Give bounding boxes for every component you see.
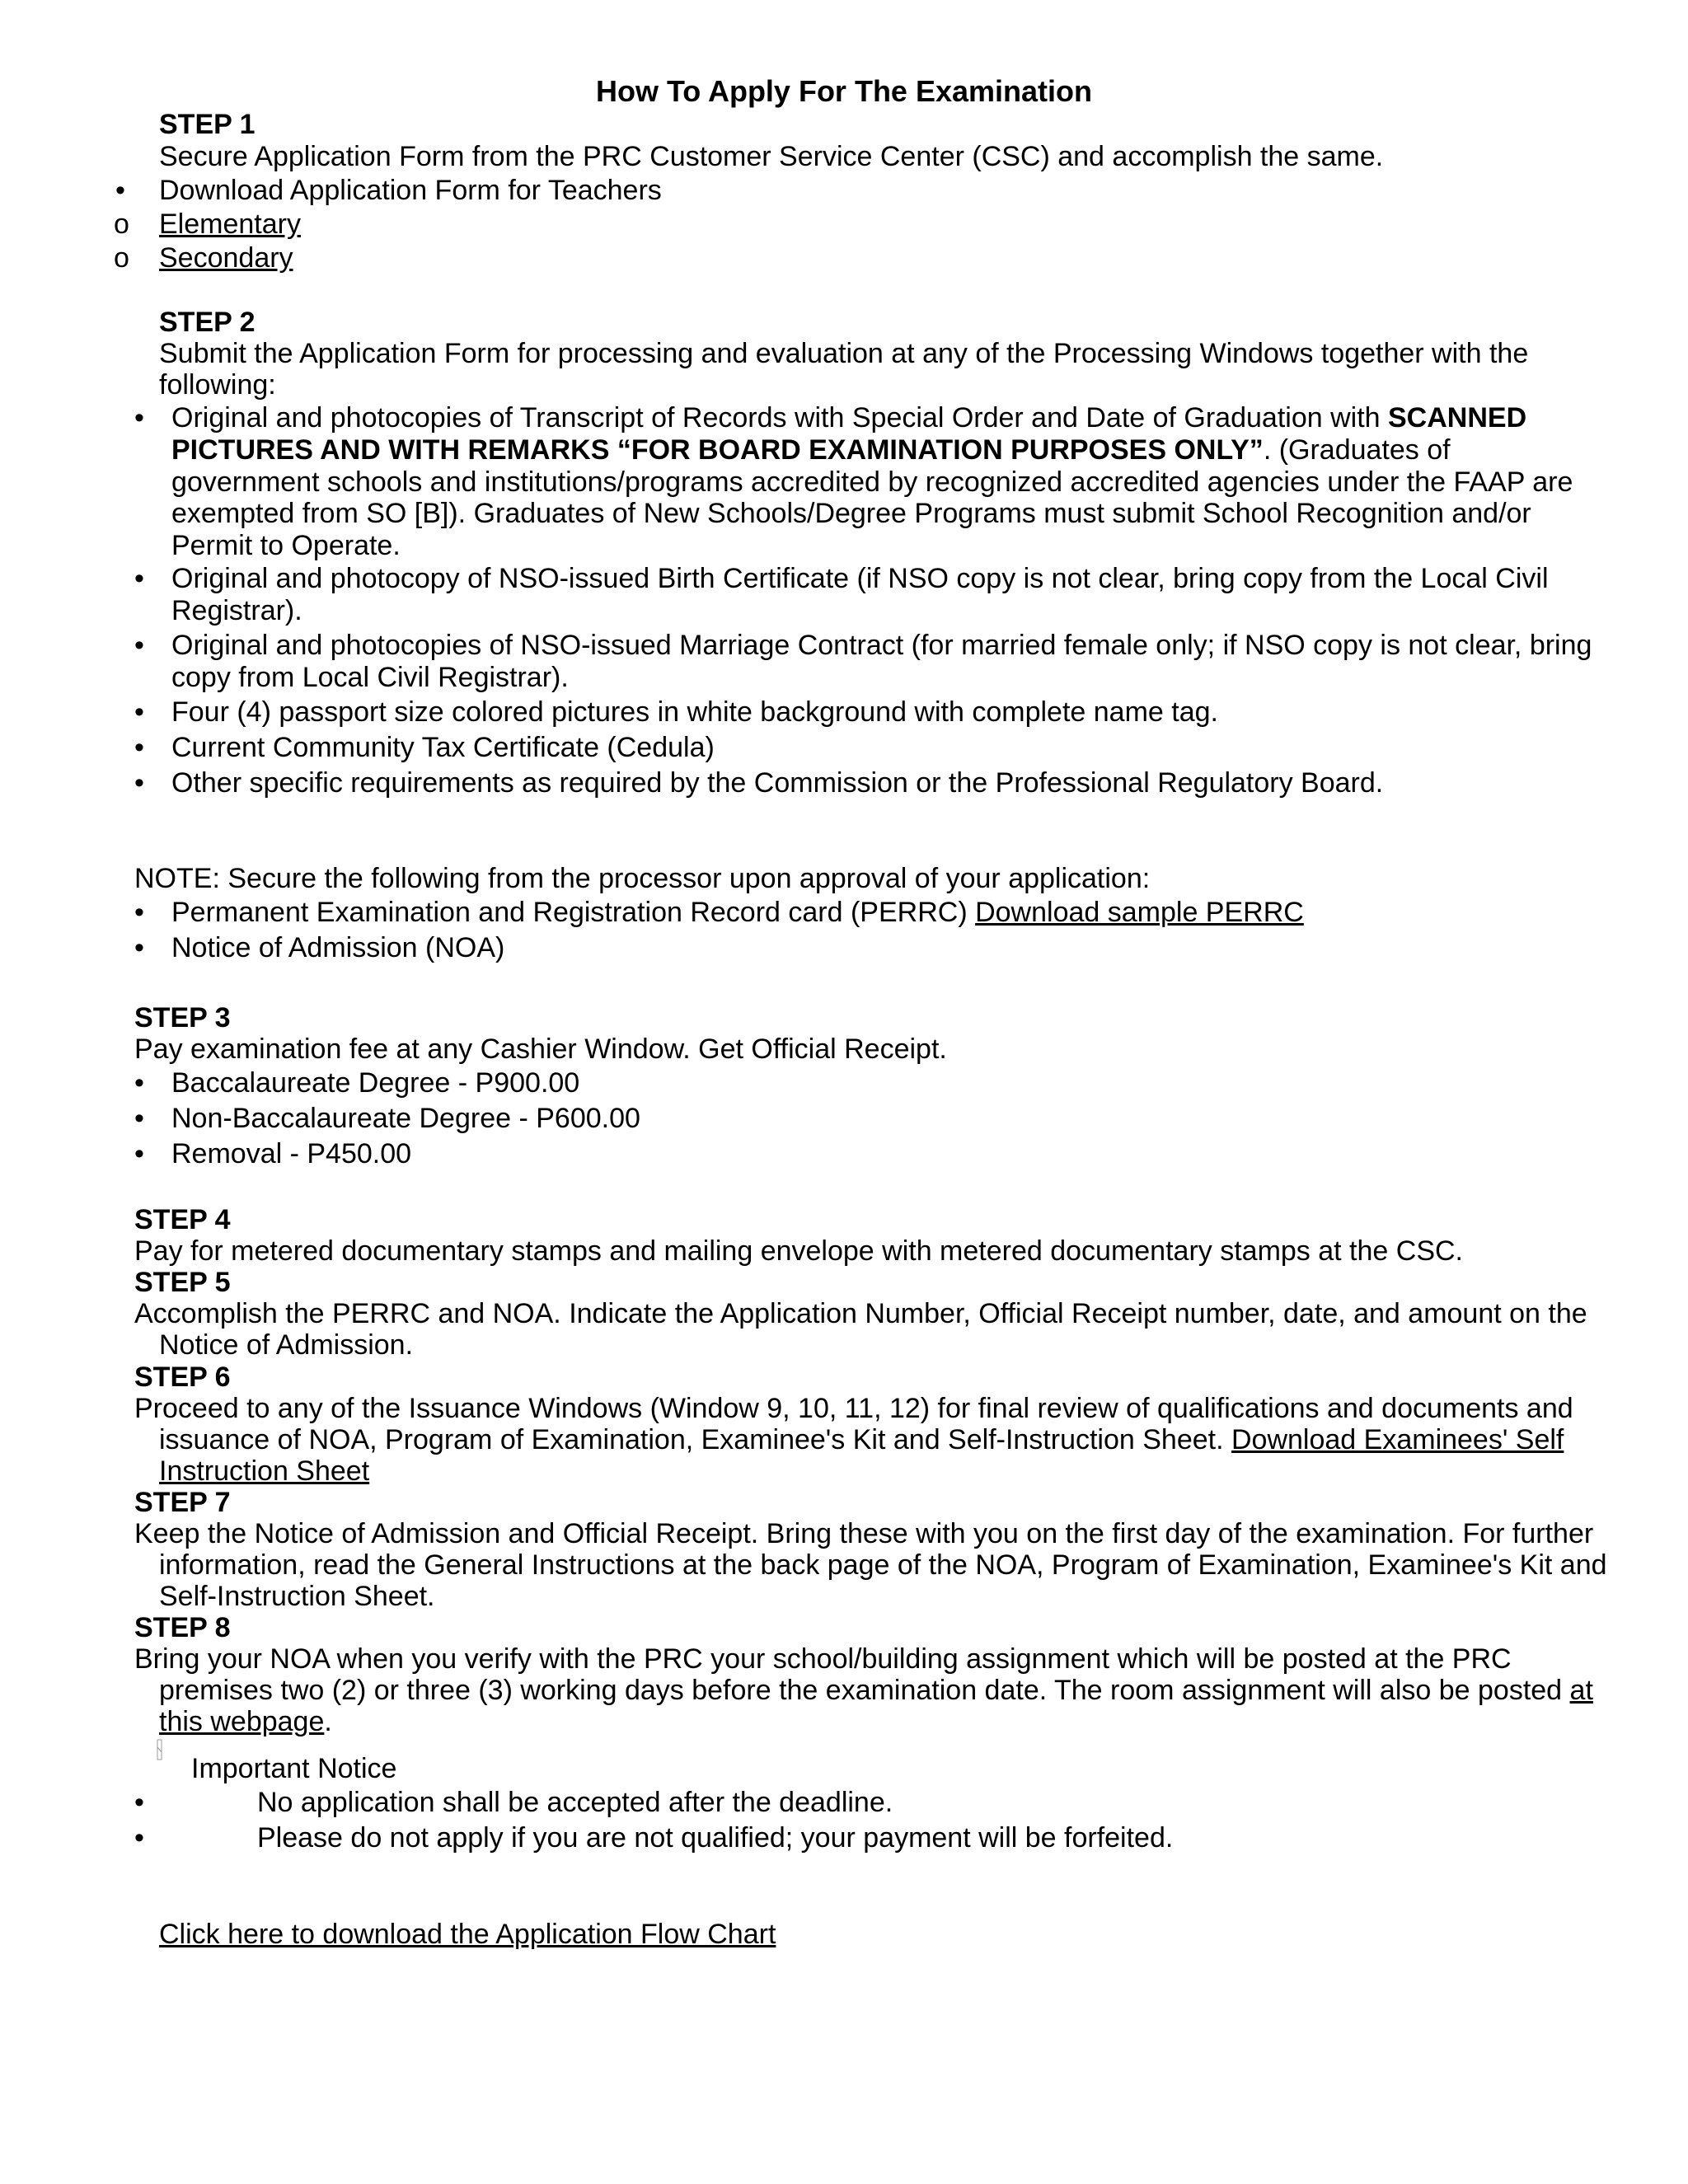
step7-line3: Self-Instruction Sheet. [159,1581,435,1612]
fee-baccalaureate: Baccalaureate Degree - P900.00 [171,1067,580,1099]
step6-line2: issuance of NOA, Program of Examination, Examinee's Kit and Self-Instruction Sheet. Download Examinees' Self [159,1424,1564,1455]
download-self-instruction-link[interactable]: Download Examinees' Self [1231,1424,1564,1455]
step8-line2: premises two (2) or three (3) working days before the examination date. The room assignment will also be posted at [159,1675,1593,1706]
webpage-link[interactable]: at [1569,1675,1593,1706]
bullet-icon: • [134,1822,144,1854]
bullet-icon: • [134,630,144,661]
req-marriage-line2: copy from Local Civil Registrar). [171,662,569,693]
important-notice-heading: Important Notice [191,1753,397,1784]
step3-label: STEP 3 [134,1002,231,1033]
circle-bullet-icon: o [114,209,129,240]
step8-label: STEP 8 [134,1612,231,1643]
note-item-perrc: Permanent Examination and Registration Record card (PERRC) Download sample PERRC [171,897,1304,928]
req-cedula: Current Community Tax Certificate (Cedula) [171,732,715,763]
req-transcript-line2: PICTURES AND WITH REMARKS “FOR BOARD EXAMINATION PURPOSES ONLY”. (Graduates of [171,434,1451,466]
page-title: How To Apply For The Examination [595,74,1092,108]
step1-label: STEP 1 [159,109,256,140]
req-transcript-line5: Permit to Operate. [171,530,401,561]
req-pictures: Four (4) passport size colored pictures in white background with complete name tag. [171,696,1218,728]
step5-line2: Notice of Admission. [159,1329,414,1361]
req-birth-line1: Original and photocopy of NSO-issued Birth Certificate (if NSO copy is not clear, bring copy from the Local Civil [171,563,1549,594]
secondary-link[interactable]: Secondary [159,242,293,274]
req-other: Other specific requirements as required by the Commission or the Professional Regulatory Board. [171,767,1384,799]
fee-non-baccalaureate: Non-Baccalaureate Degree - P600.00 [171,1103,640,1134]
webpage-link-cont[interactable]: this webpage [159,1706,325,1737]
step7-line2: information, read the General Instructions at the back page of the NOA, Program of Examination, Examinee's Kit and [159,1549,1607,1581]
bullet-icon: • [134,1067,144,1099]
bullet-icon: • [134,1787,144,1818]
bullet-icon: • [134,563,144,594]
step7-label: STEP 7 [134,1487,231,1518]
flow-chart-link[interactable]: Click here to download the Application Flow Chart [159,1919,776,1950]
elementary-link[interactable]: Elementary [159,209,301,240]
download-perrc-link[interactable]: Download sample PERRC [975,897,1304,928]
step5-line1: Accomplish the PERRC and NOA. Indicate the Application Number, Official Receipt number, date, and amount on the [134,1298,1587,1329]
step1-text: Secure Application Form from the PRC Customer Service Center (CSC) and accomplish the same. [159,141,1384,172]
bullet-icon: • [134,402,144,434]
req-transcript-line1: Original and photocopies of Transcript of Records with Special Order and Date of Graduation with SCANNED [171,402,1527,434]
req-marriage-line1: Original and photocopies of NSO-issued Marriage Contract (for married female only; if NSO copy is not clear, bring [171,630,1592,661]
bullet-icon: • [134,696,144,728]
bullet-icon: • [134,767,144,799]
bullet-icon: • [134,897,144,928]
bullet-icon: • [134,932,144,963]
bullet-icon: • [134,1138,144,1169]
step2-intro-line2: following: [159,369,276,401]
req-transcript-line4: exempted from SO [B]). Graduates of New Schools/Degree Programs must submit School Recognition and/or [171,498,1531,529]
step4-text: Pay for metered documentary stamps and mailing envelope with metered documentary stamps at the CSC. [134,1235,1463,1267]
fee-removal: Removal - P450.00 [171,1138,412,1169]
note-text: NOTE: Secure the following from the processor upon approval of your application: [134,863,1151,894]
bullet-icon: • [115,175,125,206]
bullet-icon: • [134,732,144,763]
broken-image-icon [157,1739,163,1764]
step8-line1: Bring your NOA when you verify with the PRC your school/building assignment which will be posted at the PRC [134,1643,1512,1675]
download-self-instruction-link-cont[interactable]: Instruction Sheet [159,1455,370,1487]
step3-text: Pay examination fee at any Cashier Window. Get Official Receipt. [134,1033,947,1065]
important-item-qualified: Please do not apply if you are not qualified; your payment will be forfeited. [257,1822,1174,1854]
download-teachers-label: Download Application Form for Teachers [159,175,662,206]
step2-label: STEP 2 [159,307,256,338]
step7-line1: Keep the Notice of Admission and Official Receipt. Bring these with you on the first day of the examination. For further [134,1518,1594,1549]
step6-label: STEP 6 [134,1361,231,1393]
step5-label: STEP 5 [134,1267,231,1298]
bullet-icon: • [134,1103,144,1134]
circle-bullet-icon: o [114,242,129,274]
req-birth-line2: Registrar). [171,595,302,626]
step6-line1: Proceed to any of the Issuance Windows (Window 9, 10, 11, 12) for final review of qualifications and documents and [134,1393,1573,1424]
important-item-deadline: No application shall be accepted after the deadline. [257,1787,893,1818]
step2-intro-line1: Submit the Application Form for processing and evaluation at any of the Processing Windows together with the [159,338,1529,369]
note-item-noa: Notice of Admission (NOA) [171,932,505,963]
req-transcript-line3: government schools and institutions/programs accredited by recognized accredited agencies under the FAAP are [171,466,1573,498]
step8-line3: this webpage. [159,1706,332,1737]
step4-label: STEP 4 [134,1204,231,1235]
